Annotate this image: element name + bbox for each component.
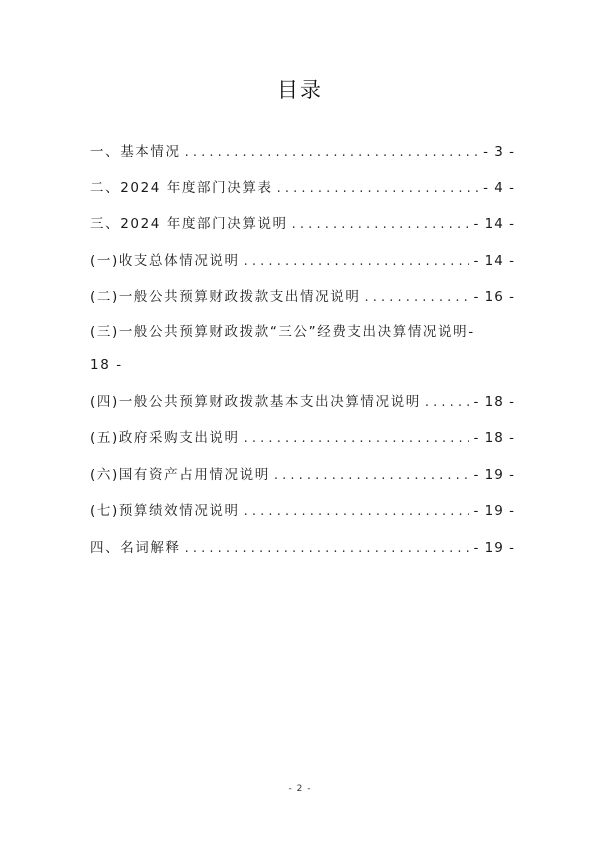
toc-entry-label: 二、2024 年度部门决算表 [90, 180, 273, 196]
toc-entry-page: - 19 - [473, 540, 515, 556]
toc-dot-leader [244, 500, 470, 522]
toc-entry-page: - 19 - [473, 467, 515, 483]
toc-entry-label: (六)国有资产占用情况说明 [90, 467, 270, 483]
page-number: - 2 - [288, 784, 312, 794]
toc-dot-leader [185, 537, 470, 559]
toc-entry-label: 三、2024 年度部门决算说明 [90, 216, 288, 232]
toc-entry-page: - 4 - [483, 180, 515, 196]
toc-entry-page: 18 - [90, 357, 123, 373]
toc-entry-label: (一)收支总体情况说明 [90, 253, 240, 269]
toc-entry[interactable] [90, 500, 515, 522]
toc-dot-leader [277, 177, 480, 199]
toc-dot-leader [364, 286, 469, 308]
toc-entry[interactable] [90, 286, 515, 308]
toc-entry-label: 一、基本情况 [90, 144, 181, 160]
toc-entry-page: - 3 - [483, 144, 515, 160]
toc-entry-page: - 14 - [473, 253, 515, 269]
toc-entry[interactable] [90, 316, 515, 382]
toc-entry-page: - 18 - [473, 394, 515, 410]
toc-entry[interactable] [90, 177, 515, 199]
toc-entry[interactable] [90, 464, 515, 486]
toc-entry-label: (三)一般公共预算财政拨款“三公”经费支出决算情况说明- [90, 324, 475, 340]
toc-entry-label: (二)一般公共预算财政拨款支出情况说明 [90, 289, 361, 305]
toc-title: 目录 [277, 78, 323, 102]
toc-dot-leader [292, 213, 470, 235]
toc-entry-label: (七)预算绩效情况说明 [90, 503, 240, 519]
toc-entry[interactable] [90, 213, 515, 235]
toc-entry-page: - 19 - [473, 503, 515, 519]
toc-entry-page: - 18 - [473, 430, 515, 446]
toc-entry-label: (五)政府采购支出说明 [90, 430, 240, 446]
toc-entry-label: 四、名词解释 [90, 540, 181, 556]
toc-entry[interactable] [90, 537, 515, 559]
toc-dot-leader [274, 464, 470, 486]
toc-entry[interactable] [90, 427, 515, 449]
toc-entry-page: - 16 - [473, 289, 515, 305]
toc-dot-leader [185, 141, 479, 163]
toc-entry-label: (四)一般公共预算财政拨款基本支出决算情况说明 [90, 394, 421, 410]
toc-entry-page: - 14 - [473, 216, 515, 232]
toc-entry[interactable] [90, 250, 515, 272]
table-of-contents [90, 0, 515, 848]
toc-dot-leader [425, 391, 470, 413]
toc-dot-leader [244, 427, 470, 449]
toc-entry[interactable] [90, 391, 515, 413]
toc-entry[interactable] [90, 141, 515, 163]
toc-dot-leader [244, 250, 470, 272]
